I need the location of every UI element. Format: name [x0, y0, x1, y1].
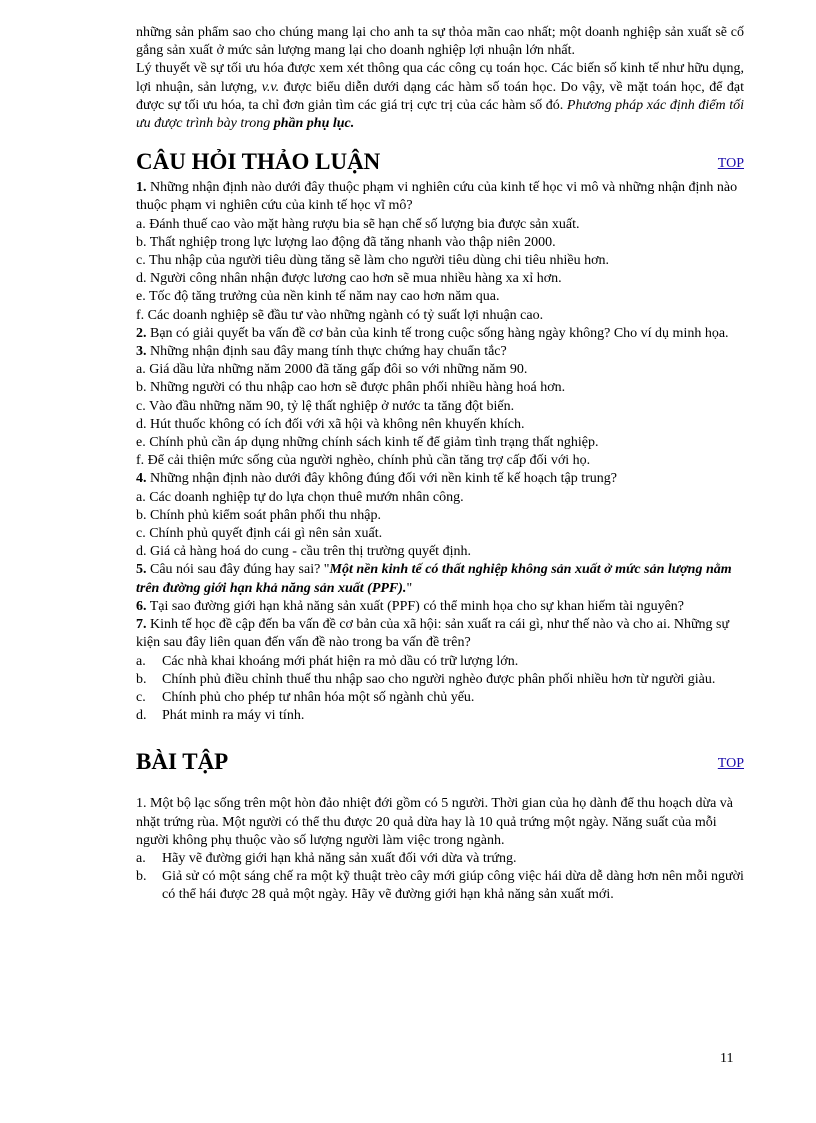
- discussion-line: [136, 325, 744, 343]
- discussion-line-text: a. Các doanh nghiệp tự do lựa chọn thuê mướn nhân công.: [136, 489, 464, 505]
- discussion-line: [136, 507, 744, 525]
- question-6: [136, 598, 744, 616]
- question-7-item: [136, 707, 744, 725]
- discussion-line: [136, 525, 744, 543]
- discussion-line: [136, 543, 744, 561]
- question-7-item-text: Chính phủ điều chỉnh thuế thu nhập sao cho người nghèo được phân phối nhiều hơn từ người giàu.: [162, 671, 716, 687]
- discussion-line-text: a. Đánh thuế cao vào mặt hàng rượu bia sẽ hạn chế số lượng bia được sản xuất.: [136, 216, 580, 232]
- discussion-line: [136, 361, 744, 379]
- discussion-line: [136, 398, 744, 416]
- intro-p2-main: Lý thuyết về sự tối ưu hóa được xem xét thông qua các công cụ toán học. Các biến số kinh tế như hữu dụng, lợi nhuận, sản lượng,: [136, 61, 744, 95]
- exercise-item-label: b.: [136, 869, 147, 885]
- question-7-item-text: Các nhà khai khoáng mới phát hiện ra mỏ dầu có trữ lượng lớn.: [162, 653, 519, 669]
- discussion-lines: [136, 179, 744, 561]
- discussion-line-text: d. Giá cả hàng hoá do cung - cầu trên thị trường quyết định.: [136, 544, 471, 560]
- discussion-line-text: d. Hút thuốc không có ích đối với xã hội và không nên khuyến khích.: [136, 416, 525, 432]
- exercise-top-link[interactable]: TOP: [717, 756, 744, 772]
- exercise-item: [136, 850, 744, 868]
- discussion-line-text: b. Những người có thu nhập cao hơn sẽ được phân phối nhiều hàng hoá hơn.: [136, 380, 566, 396]
- intro-section: [136, 24, 744, 133]
- question-7: [136, 616, 744, 652]
- question-7-number: 7.: [136, 617, 147, 633]
- question-7-text: Kinh tế học đề cập đến ba vấn đề cơ bản của xã hội: sản xuất ra cái gì, như thế nào và cho ai. Những sự kiện sau đây liên quan đến vấn đề nào trong ba vấn đề trên?: [136, 617, 730, 651]
- discussion-title: CÂU HỎI THẢO LUẬN: [136, 149, 381, 175]
- discussion-line: [136, 379, 744, 397]
- question-7-item: [136, 689, 744, 707]
- discussion-line-text: b. Thất nghiệp trong lực lượng lao động đã tăng nhanh vào thập niên 2000.: [136, 234, 556, 250]
- exercise-1-items: [136, 850, 744, 905]
- discussion-line: [136, 343, 744, 361]
- discussion-line: [136, 179, 744, 215]
- discussion-line-text: e. Tốc độ tăng trưởng của nền kinh tế năm nay cao hơn năm qua.: [136, 289, 500, 305]
- question-7-item-label: d.: [136, 708, 147, 724]
- page-number: 11: [720, 1051, 734, 1066]
- discussion-line: [136, 489, 744, 507]
- exercise-title: BÀI TẬP: [136, 749, 229, 775]
- question-6-number: 6.: [136, 598, 147, 614]
- question-7-item-label: c.: [136, 689, 146, 705]
- question-5: [136, 561, 744, 597]
- discussion-line-text: d. Người công nhân nhận được lương cao hơn sẽ mua nhiều hàng xa xỉ hơn.: [136, 271, 562, 287]
- discussion-line-text: f. Các doanh nghiệp sẽ đầu tư vào những ngành có tỷ suất lợi nhuận cao.: [136, 307, 544, 323]
- exercise-heading-row: [136, 747, 744, 777]
- discussion-line-text: b. Chính phủ kiểm soát phân phối thu nhập.: [136, 507, 381, 523]
- question-6-text: Tại sao đường giới hạn khả năng sản xuất (PPF) có thể minh họa cho sự khan hiếm tài nguyên?: [146, 598, 685, 614]
- question-5-end: ": [406, 580, 413, 596]
- discussion-line: [136, 434, 744, 452]
- discussion-heading-row: [136, 147, 744, 177]
- discussion-line: [136, 270, 744, 288]
- discussion-line: [136, 416, 744, 434]
- discussion-line-text: a. Giá dầu lửa những năm 2000 đã tăng gấp đôi so với những năm 90.: [136, 362, 528, 378]
- question-7-item-text: Chính phủ cho phép tư nhân hóa một số ngành chủ yếu.: [162, 689, 475, 705]
- intro-p2-vv: v.v.: [261, 79, 280, 95]
- discussion-line: [136, 252, 744, 270]
- intro-p2-italic: Phương pháp xác định điểm tối ưu được trình bày trong: [136, 97, 744, 132]
- exercise-item: [136, 868, 744, 904]
- intro-p2-rest: được biểu diễn dưới dạng các hàm số toán học. Do vậy, về mặt toán học, để đạt được sự tối ưu hóa, ta chỉ đơn giản tìm các giá trị cực trị của các hàm số đó.: [136, 79, 744, 113]
- discussion-line-text: c. Thu nhập của người tiêu dùng tăng sẽ làm cho người tiêu dùng chi tiêu nhiều hơn.: [136, 253, 609, 269]
- intro-paragraph-2: [136, 60, 744, 133]
- exercise-item-text: Giả sử có một sáng chế ra một kỹ thuật trèo cây mới giúp công việc hái dừa dễ dàng hơn nên mỗi người có thể hái được 28 quả một ngày. Hãy vẽ đường giới hạn khả năng sản xuất mới.: [162, 869, 744, 903]
- discussion-line: [136, 234, 744, 252]
- discussion-line-text: Bạn có giải quyết ba vấn đề cơ bản của kinh tế trong cuộc sống hàng ngày không? Cho ví dụ minh họa.: [146, 325, 729, 341]
- intro-p2-bold: phần phụ lục.: [273, 116, 355, 132]
- question-number: 4.: [136, 471, 147, 487]
- question-5-quote: Một nền kinh tế có thất nghiệp không sản xuất ở mức sản lượng nằm trên đường giới hạn khả năng sản xuất (PPF).: [136, 562, 732, 596]
- discussion-questions: [136, 179, 744, 725]
- discussion-top-link[interactable]: TOP: [717, 156, 744, 172]
- discussion-line-text: f. Để cải thiện mức sống của người nghèo, chính phủ cần tăng trợ cấp đối với họ.: [136, 453, 591, 469]
- question-7-item: [136, 671, 744, 689]
- question-5-text: Câu nói sau đây đúng hay sai? ": [146, 562, 330, 578]
- discussion-line: [136, 452, 744, 470]
- exercise-item-text: Hãy vẽ đường giới hạn khả năng sản xuất đối với dừa và trứng.: [162, 850, 517, 866]
- question-number: 2.: [136, 325, 147, 341]
- question-7-item-text: Phát minh ra máy vi tính.: [162, 708, 305, 724]
- exercise-section: [136, 795, 744, 904]
- discussion-line-text: e. Chính phủ cần áp dụng những chính sách kinh tế để giảm tình trạng thất nghiệp.: [136, 435, 599, 451]
- discussion-line: [136, 307, 744, 325]
- question-7-item-label: b.: [136, 671, 147, 687]
- question-7-item-label: a.: [136, 653, 146, 669]
- discussion-line: [136, 216, 744, 234]
- question-7-items: [136, 653, 744, 726]
- discussion-line-text: Những nhận định nào dưới đây thuộc phạm vi nghiên cứu của kinh tế học vi mô và những nhận định nào thuộc phạm vi nghiên cứu của kinh tế học vĩ mô?: [136, 180, 738, 214]
- page-content: [136, 24, 744, 905]
- question-number: 1.: [136, 180, 147, 196]
- exercise-1: 1. Một bộ lạc sống trên một hòn đảo nhiệt đới gồm có 5 người. Thời gian của họ dành để thu hoạch dừa và nhặt trứng rùa. Một người có thể thu được 20 quả dừa hay là 10 quả trứng một ngày. Năng suất của mỗi người không phụ thuộc vào số lượng người làm việc trong ngành.: [136, 796, 734, 848]
- intro-paragraph-1: những sản phẩm sao cho chúng mang lại cho anh ta sự thỏa mãn cao nhất; một doanh nghiệp sản xuất sẽ cố gắng sản xuất ở mức sản lượng mang lại cho doanh nghiệp lợi nhuận lớn nhất.: [136, 25, 744, 59]
- question-7-item: [136, 653, 744, 671]
- exercise-item-label: a.: [136, 850, 146, 866]
- discussion-line-text: c. Chính phủ quyết định cái gì nên sản xuất.: [136, 526, 383, 542]
- question-5-number: 5.: [136, 562, 147, 578]
- discussion-line-text: Những nhận định nào dưới đây không đúng đối với nền kinh tế kế hoạch tập trung?: [146, 471, 618, 487]
- discussion-line: [136, 470, 744, 488]
- discussion-line: [136, 288, 744, 306]
- discussion-line-text: Những nhận định sau đây mang tính thực chứng hay chuẩn tắc?: [146, 344, 507, 360]
- question-number: 3.: [136, 344, 147, 360]
- discussion-line-text: c. Vào đầu những năm 90, tỷ lệ thất nghiệp ở nước ta tăng đột biến.: [136, 398, 515, 414]
